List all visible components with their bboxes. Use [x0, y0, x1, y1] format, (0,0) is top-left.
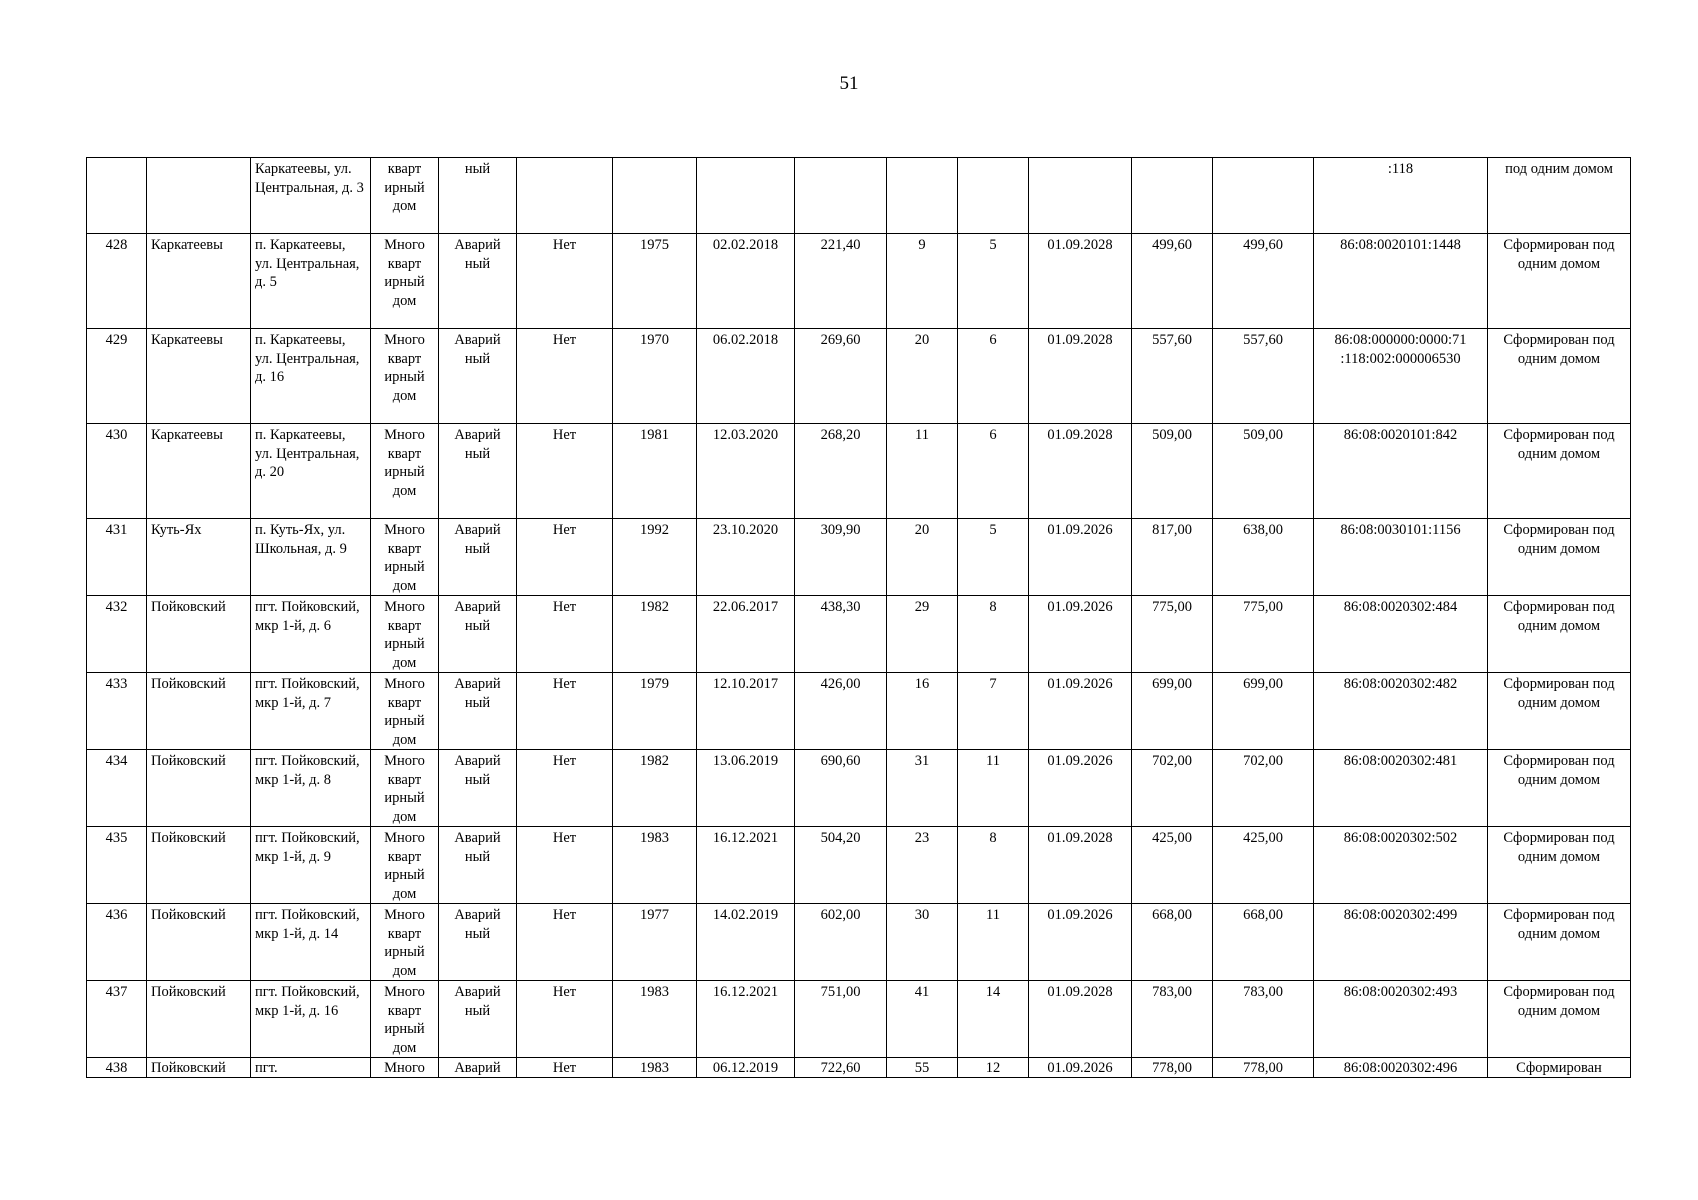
cell-cadastral-number: 86:08:000000:0000:71 :118:002:000006530 — [1314, 329, 1488, 424]
cell-flag: Нет — [517, 981, 613, 1058]
cell-cadastral-number: 86:08:0020101:1448 — [1314, 234, 1488, 329]
cell-year: 1983 — [613, 827, 697, 904]
cell-house-type: Много кварт ирный дом — [371, 329, 439, 424]
cell-cadastral-number: 86:08:0020302:482 — [1314, 673, 1488, 750]
cell-area: 426,00 — [795, 673, 887, 750]
cell-settlement: Пойковский — [147, 904, 251, 981]
cell-value-1 — [1132, 158, 1213, 234]
cell-deadline: 01.09.2026 — [1029, 904, 1132, 981]
cell-cadastral-number: :118 — [1314, 158, 1488, 234]
cell-cadastral-number: 86:08:0020302:502 — [1314, 827, 1488, 904]
cell-deadline: 01.09.2028 — [1029, 827, 1132, 904]
cell-settlement: Куть-Ях — [147, 519, 251, 596]
cell-land-plot: Сформирован под одним домом — [1488, 329, 1631, 424]
cell-residents: 20 — [887, 519, 958, 596]
cell-cadastral-number: 86:08:0020302:481 — [1314, 750, 1488, 827]
cell-value-2: 702,00 — [1213, 750, 1314, 827]
cell-residents: 55 — [887, 1058, 958, 1078]
cell-deadline: 01.09.2026 — [1029, 596, 1132, 673]
cell-recognition-date: 14.02.2019 — [697, 904, 795, 981]
cell-residents: 9 — [887, 234, 958, 329]
cell-address: пгт. Пойковский, мкр 1-й, д. 7 — [251, 673, 371, 750]
cell-status: Аварий ный — [439, 981, 517, 1058]
cell-status: Аварий ный — [439, 673, 517, 750]
cell-flag: Нет — [517, 673, 613, 750]
cell-value-1: 783,00 — [1132, 981, 1213, 1058]
cell-year — [613, 158, 697, 234]
cell-settlement: Пойковский — [147, 673, 251, 750]
cell-value-2: 638,00 — [1213, 519, 1314, 596]
cell-status: ный — [439, 158, 517, 234]
cell-deadline: 01.09.2026 — [1029, 673, 1132, 750]
cell-number — [87, 158, 147, 234]
cell-land-plot: под одним домом — [1488, 158, 1631, 234]
cell-recognition-date: 06.02.2018 — [697, 329, 795, 424]
table-row — [87, 329, 1631, 424]
cell-apartments — [958, 158, 1029, 234]
cell-residents: 23 — [887, 827, 958, 904]
cell-address: пгт. Пойковский, мкр 1-й, д. 14 — [251, 904, 371, 981]
cell-value-1: 509,00 — [1132, 424, 1213, 519]
cell-year: 1979 — [613, 673, 697, 750]
table-row — [87, 673, 1631, 750]
cell-value-1: 668,00 — [1132, 904, 1213, 981]
cell-settlement: Пойковский — [147, 981, 251, 1058]
table-row — [87, 750, 1631, 827]
cell-recognition-date: 16.12.2021 — [697, 827, 795, 904]
cell-land-plot: Сформирован под одним домом — [1488, 904, 1631, 981]
cell-residents: 31 — [887, 750, 958, 827]
cell-address: пгт. Пойковский, мкр 1-й, д. 16 — [251, 981, 371, 1058]
cell-house-type: Много кварт ирный дом — [371, 904, 439, 981]
cell-number: 428 — [87, 234, 147, 329]
cell-flag: Нет — [517, 596, 613, 673]
cell-year: 1975 — [613, 234, 697, 329]
cell-address: п. Каркатеевы, ул. Центральная, д. 16 — [251, 329, 371, 424]
cell-recognition-date: 02.02.2018 — [697, 234, 795, 329]
cell-value-1: 775,00 — [1132, 596, 1213, 673]
cell-settlement: Пойковский — [147, 827, 251, 904]
cell-flag: Нет — [517, 519, 613, 596]
cell-house-type: Много кварт ирный дом — [371, 596, 439, 673]
cell-flag: Нет — [517, 750, 613, 827]
table-row — [87, 1058, 1631, 1078]
cell-residents — [887, 158, 958, 234]
cell-cadastral-number: 86:08:0020302:493 — [1314, 981, 1488, 1058]
cell-number: 433 — [87, 673, 147, 750]
cell-apartments: 8 — [958, 596, 1029, 673]
cell-value-2 — [1213, 158, 1314, 234]
cell-house-type: кварт ирный дом — [371, 158, 439, 234]
cell-land-plot: Сформирован под одним домом — [1488, 750, 1631, 827]
cell-apartments: 12 — [958, 1058, 1029, 1078]
table-row — [87, 158, 1631, 234]
cell-flag: Нет — [517, 827, 613, 904]
table-row — [87, 596, 1631, 673]
cell-status: Аварий ный — [439, 827, 517, 904]
cell-apartments: 14 — [958, 981, 1029, 1058]
cell-settlement: Пойковский — [147, 1058, 251, 1078]
cell-settlement: Пойковский — [147, 750, 251, 827]
cell-value-2: 425,00 — [1213, 827, 1314, 904]
cell-year: 1983 — [613, 981, 697, 1058]
table-row — [87, 981, 1631, 1058]
cell-value-1: 817,00 — [1132, 519, 1213, 596]
cell-value-1: 557,60 — [1132, 329, 1213, 424]
cell-land-plot: Сформирован под одним домом — [1488, 596, 1631, 673]
table-row — [87, 904, 1631, 981]
cell-recognition-date — [697, 158, 795, 234]
cell-recognition-date: 23.10.2020 — [697, 519, 795, 596]
cell-apartments: 6 — [958, 329, 1029, 424]
cell-cadastral-number: 86:08:0020101:842 — [1314, 424, 1488, 519]
cell-recognition-date: 06.12.2019 — [697, 1058, 795, 1078]
cell-value-2: 775,00 — [1213, 596, 1314, 673]
cell-house-type: Много кварт ирный дом — [371, 519, 439, 596]
cell-address: пгт. Пойковский, мкр 1-й, д. 6 — [251, 596, 371, 673]
cell-value-2: 778,00 — [1213, 1058, 1314, 1078]
cell-land-plot: Сформирован под одним домом — [1488, 673, 1631, 750]
cell-area: 221,40 — [795, 234, 887, 329]
cell-area — [795, 158, 887, 234]
cell-number: 436 — [87, 904, 147, 981]
cell-settlement: Пойковский — [147, 596, 251, 673]
cell-status: Аварий ный — [439, 750, 517, 827]
cell-cadastral-number: 86:08:0020302:496 — [1314, 1058, 1488, 1078]
cell-address: пгт. Пойковский, мкр 1-й, д. 8 — [251, 750, 371, 827]
cell-apartments: 7 — [958, 673, 1029, 750]
cell-deadline: 01.09.2026 — [1029, 1058, 1132, 1078]
cell-year: 1983 — [613, 1058, 697, 1078]
cell-number: 429 — [87, 329, 147, 424]
table-row — [87, 234, 1631, 329]
cell-address: п. Куть-Ях, ул. Школьная, д. 9 — [251, 519, 371, 596]
cell-area: 690,60 — [795, 750, 887, 827]
cell-residents: 30 — [887, 904, 958, 981]
cell-residents: 29 — [887, 596, 958, 673]
cell-apartments: 5 — [958, 234, 1029, 329]
cell-deadline: 01.09.2028 — [1029, 424, 1132, 519]
cell-cadastral-number: 86:08:0020302:484 — [1314, 596, 1488, 673]
cell-apartments: 11 — [958, 904, 1029, 981]
cell-recognition-date: 12.03.2020 — [697, 424, 795, 519]
table-row — [87, 519, 1631, 596]
cell-recognition-date: 22.06.2017 — [697, 596, 795, 673]
cell-flag — [517, 158, 613, 234]
cell-value-1: 702,00 — [1132, 750, 1213, 827]
cell-house-type: Много кварт ирный дом — [371, 424, 439, 519]
cell-area: 722,60 — [795, 1058, 887, 1078]
cell-area: 438,30 — [795, 596, 887, 673]
cell-value-2: 699,00 — [1213, 673, 1314, 750]
cell-deadline: 01.09.2026 — [1029, 750, 1132, 827]
cell-address: пгт. — [251, 1058, 371, 1078]
cell-value-2: 668,00 — [1213, 904, 1314, 981]
cell-settlement: Каркатеевы — [147, 424, 251, 519]
cell-apartments: 8 — [958, 827, 1029, 904]
cell-flag: Нет — [517, 329, 613, 424]
cell-area: 269,60 — [795, 329, 887, 424]
emergency-housing-table — [86, 157, 1631, 1078]
table-row — [87, 827, 1631, 904]
cell-house-type: Много кварт ирный дом — [371, 981, 439, 1058]
cell-apartments: 11 — [958, 750, 1029, 827]
cell-land-plot: Сформирован под одним домом — [1488, 424, 1631, 519]
cell-number: 431 — [87, 519, 147, 596]
cell-residents: 20 — [887, 329, 958, 424]
cell-house-type: Много кварт ирный дом — [371, 750, 439, 827]
cell-flag: Нет — [517, 424, 613, 519]
cell-status: Аварий ный — [439, 424, 517, 519]
cell-number: 438 — [87, 1058, 147, 1078]
cell-number: 430 — [87, 424, 147, 519]
cell-residents: 16 — [887, 673, 958, 750]
cell-recognition-date: 12.10.2017 — [697, 673, 795, 750]
cell-status: Аварий ный — [439, 329, 517, 424]
cell-number: 437 — [87, 981, 147, 1058]
cell-value-2: 499,60 — [1213, 234, 1314, 329]
cell-settlement: Каркатеевы — [147, 329, 251, 424]
cell-deadline: 01.09.2028 — [1029, 234, 1132, 329]
cell-deadline — [1029, 158, 1132, 234]
table-row — [87, 424, 1631, 519]
cell-status: Аварий ный — [439, 596, 517, 673]
cell-year: 1982 — [613, 750, 697, 827]
cell-year: 1982 — [613, 596, 697, 673]
cell-flag: Нет — [517, 1058, 613, 1078]
cell-status: Аварий ный — [439, 234, 517, 329]
cell-land-plot: Сформирован под одним домом — [1488, 827, 1631, 904]
cell-number: 435 — [87, 827, 147, 904]
cell-address: п. Каркатеевы, ул. Центральная, д. 20 — [251, 424, 371, 519]
cell-status: Аварий ный — [439, 904, 517, 981]
cell-area: 504,20 — [795, 827, 887, 904]
cell-settlement: Каркатеевы — [147, 234, 251, 329]
cell-address: п. Каркатеевы, ул. Центральная, д. 5 — [251, 234, 371, 329]
cell-value-2: 783,00 — [1213, 981, 1314, 1058]
cell-number: 432 — [87, 596, 147, 673]
cell-house-type: Много кварт ирный дом — [371, 673, 439, 750]
cell-value-2: 557,60 — [1213, 329, 1314, 424]
cell-flag: Нет — [517, 234, 613, 329]
cell-area: 751,00 — [795, 981, 887, 1058]
cell-address: Каркатеевы, ул. Центральная, д. 3 — [251, 158, 371, 234]
cell-value-1: 425,00 — [1132, 827, 1213, 904]
cell-area: 268,20 — [795, 424, 887, 519]
cell-cadastral-number: 86:08:0020302:499 — [1314, 904, 1488, 981]
cell-residents: 41 — [887, 981, 958, 1058]
cell-value-1: 699,00 — [1132, 673, 1213, 750]
cell-cadastral-number: 86:08:0030101:1156 — [1314, 519, 1488, 596]
table-body — [87, 158, 1631, 1078]
cell-status: Аварий — [439, 1058, 517, 1078]
cell-area: 309,90 — [795, 519, 887, 596]
cell-area: 602,00 — [795, 904, 887, 981]
cell-house-type: Много кварт ирный дом — [371, 234, 439, 329]
cell-value-1: 499,60 — [1132, 234, 1213, 329]
cell-year: 1977 — [613, 904, 697, 981]
cell-apartments: 5 — [958, 519, 1029, 596]
cell-value-2: 509,00 — [1213, 424, 1314, 519]
cell-house-type: Много — [371, 1058, 439, 1078]
cell-land-plot: Сформирован под одним домом — [1488, 519, 1631, 596]
cell-deadline: 01.09.2028 — [1029, 981, 1132, 1058]
cell-residents: 11 — [887, 424, 958, 519]
page-number: 51 — [839, 73, 859, 94]
cell-house-type: Много кварт ирный дом — [371, 827, 439, 904]
cell-land-plot: Сформирован — [1488, 1058, 1631, 1078]
cell-land-plot: Сформирован под одним домом — [1488, 234, 1631, 329]
cell-recognition-date: 16.12.2021 — [697, 981, 795, 1058]
cell-flag: Нет — [517, 904, 613, 981]
cell-address: пгт. Пойковский, мкр 1-й, д. 9 — [251, 827, 371, 904]
cell-recognition-date: 13.06.2019 — [697, 750, 795, 827]
cell-status: Аварий ный — [439, 519, 517, 596]
cell-number: 434 — [87, 750, 147, 827]
cell-apartments: 6 — [958, 424, 1029, 519]
cell-year: 1981 — [613, 424, 697, 519]
cell-deadline: 01.09.2026 — [1029, 519, 1132, 596]
cell-year: 1970 — [613, 329, 697, 424]
cell-settlement — [147, 158, 251, 234]
cell-year: 1992 — [613, 519, 697, 596]
cell-deadline: 01.09.2028 — [1029, 329, 1132, 424]
cell-value-1: 778,00 — [1132, 1058, 1213, 1078]
cell-land-plot: Сформирован под одним домом — [1488, 981, 1631, 1058]
